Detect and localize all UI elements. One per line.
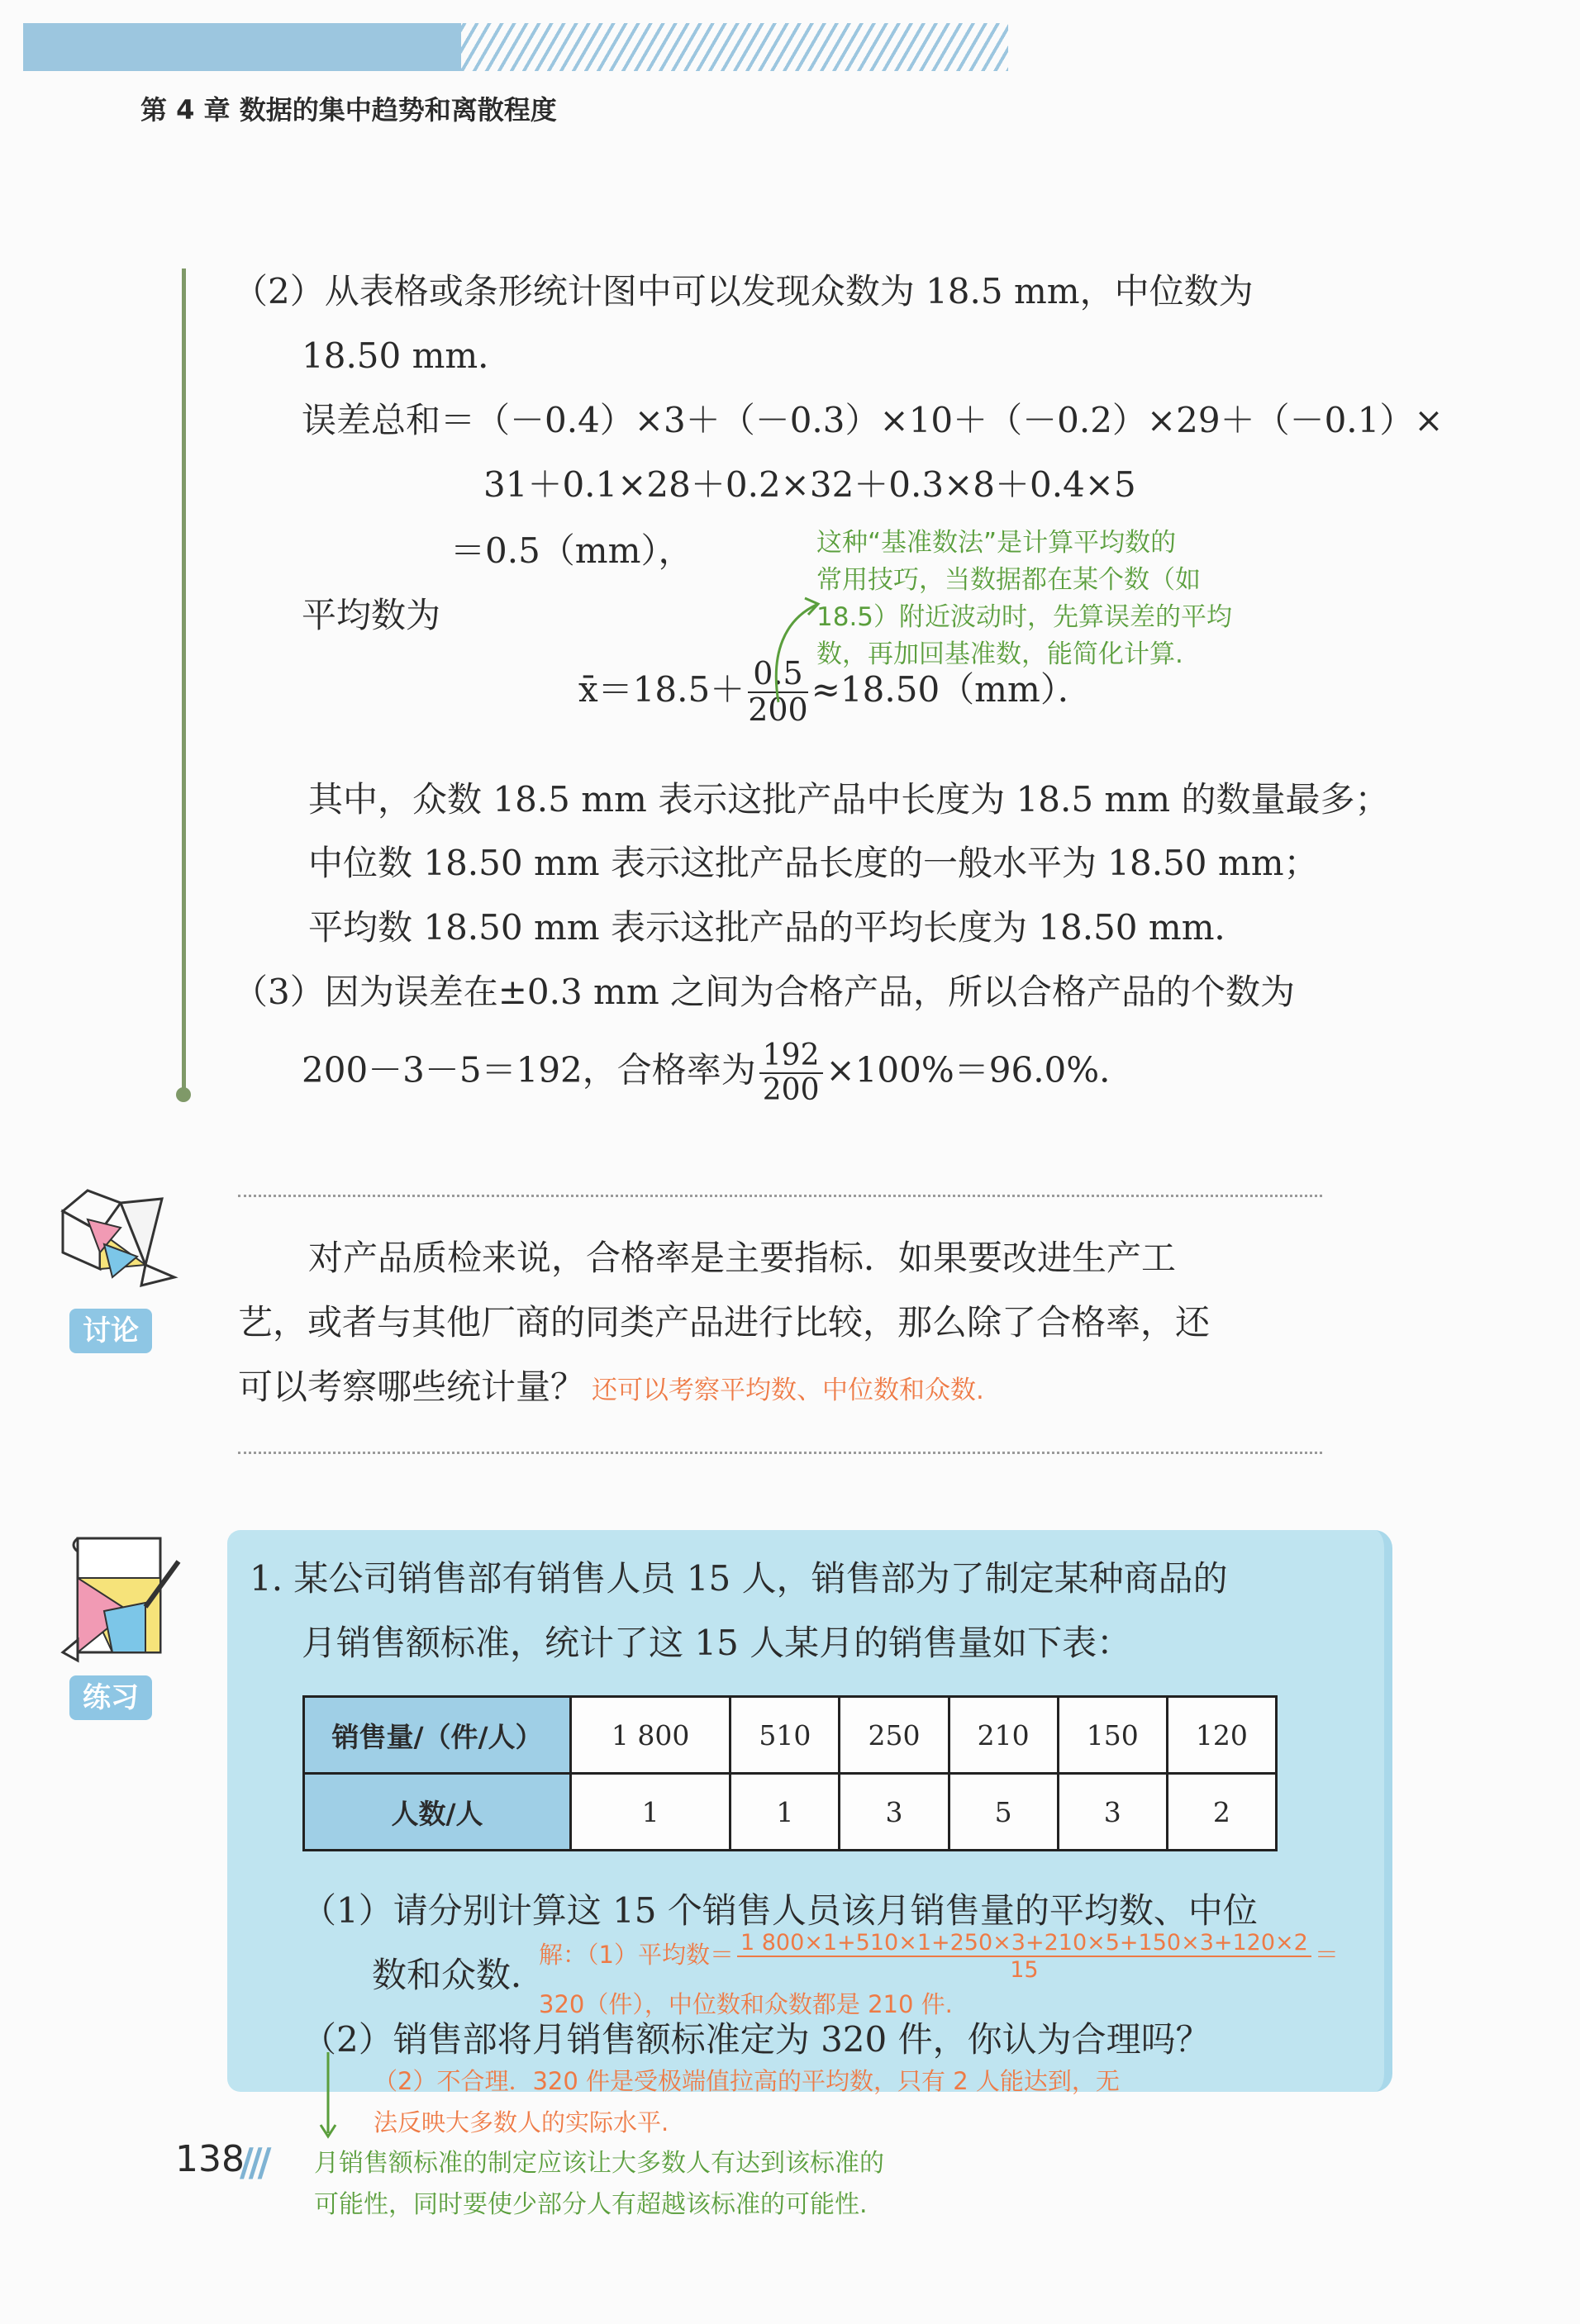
answer1-line1 <box>539 1930 1339 1983</box>
answer1-prefix: 解：（1）平均数＝ <box>539 1941 734 1969</box>
sales-cell: 510 <box>731 1697 840 1774</box>
sales-table <box>302 1695 1278 1851</box>
sales-cell: 120 <box>1167 1697 1276 1774</box>
count-cell: 3 <box>1058 1774 1167 1851</box>
count-table-row <box>304 1774 1277 1851</box>
note-baseline-line3: 18.5）附近波动时，先算误差的平均 <box>816 602 1233 632</box>
answer2-line1: （2）不合理．320 件是受极端值拉高的平均数，只有 2 人能达到，无 <box>374 2067 1120 2095</box>
discussion-question: 可以考察哪些统计量？ <box>238 1366 586 1407</box>
header-hatch-decoration <box>413 23 1008 71</box>
page-number-slashes: /// <box>240 2140 267 2184</box>
tangram-icon <box>55 1186 187 1294</box>
exercise-q1-line2: 月销售额标准，统计了这 15 人某月的销售量如下表： <box>302 1623 1132 1663</box>
sales-cell: 1 800 <box>571 1697 731 1774</box>
discussion-bottom-divider <box>238 1452 1322 1454</box>
count-cell: 1 <box>571 1774 731 1851</box>
solution-margin-line <box>182 269 186 1095</box>
average-formula-prefix: x̄＝18.5＋ <box>578 668 745 710</box>
page-number: 138 <box>175 2138 245 2180</box>
average-formula-suffix: ≈18.50（mm）． <box>811 668 1092 710</box>
meaning-line3: 平均数 18.50 mm 表示这批产品的平均长度为 18.50 mm． <box>308 907 1249 948</box>
sub-question2: （2）销售部将月销售额标准定为 320 件，你认为合理吗？ <box>302 2019 1211 2060</box>
answer2-line2: 法反映大多数人的实际水平. <box>374 2108 669 2136</box>
discussion-line3 <box>238 1368 984 1406</box>
sales-table-row <box>304 1697 1277 1774</box>
answer1-fraction <box>737 1930 1311 1983</box>
part2-line1: （2）从表格或条形统计图中可以发现众数为 18.5 mm，中位数为 <box>233 271 1254 311</box>
pass-rate-numerator: 192 <box>759 1039 823 1074</box>
note-sales-standard-line1: 月销售额标准的制定应该让大多数人有达到该标准的 <box>314 2149 884 2178</box>
chapter-title: 第 4 章 数据的集中趋势和离散程度 <box>140 94 557 126</box>
note-arrow-icon <box>769 587 826 711</box>
answer1-denominator: 15 <box>1010 1957 1039 1983</box>
exercise-tag: 练习 <box>69 1675 152 1720</box>
error-sum-line3: ＝0.5（mm）， <box>450 530 693 571</box>
sales-cell: 210 <box>949 1697 1058 1774</box>
answer1-line2: 320（件），中位数和众数都是 210 件. <box>539 1990 953 2018</box>
average-label: 平均数为 <box>302 595 441 635</box>
count-cell: 1 <box>731 1774 840 1851</box>
discussion-line1: 对产品质检来说，合格率是主要指标．如果要改进生产工 <box>308 1238 1177 1278</box>
note-sales-standard <box>314 2143 884 2226</box>
average-fraction-denominator: 200 <box>748 691 808 728</box>
note-sales-standard-line2: 可能性，同时要使少部分人有超越该标准的可能性. <box>314 2190 868 2219</box>
exercise-q1-line1: 1. 某公司销售部有销售人员 15 人，销售部为了制定某种商品的 <box>250 1558 1228 1599</box>
pass-rate-fraction <box>759 1039 823 1106</box>
meaning-line1: 其中，众数 18.5 mm 表示这批产品中长度为 18.5 mm 的数量最多； <box>308 779 1390 820</box>
sales-header: 销售量/（件/人） <box>304 1697 571 1774</box>
exercise-pencil-icon <box>55 1528 187 1669</box>
answer1-equals: ＝ <box>1314 1941 1339 1969</box>
error-sum-line2: 31＋0.1×28＋0.2×32＋0.3×8＋0.4×5 <box>483 464 1136 505</box>
part3-line1: （3）因为误差在±0.3 mm 之间为合格产品，所以合格产品的个数为 <box>233 972 1296 1012</box>
sales-cell: 250 <box>840 1697 949 1774</box>
note-baseline-line1: 这种“基准数法”是计算平均数的 <box>816 528 1177 558</box>
part2-line2: 18.50 mm． <box>302 335 513 376</box>
discussion-top-divider <box>238 1195 1322 1197</box>
meaning-line2: 中位数 18.50 mm 表示这批产品长度的一般水平为 18.50 mm； <box>308 843 1319 883</box>
sub-question1-line2: 数和众数． <box>372 1955 546 1995</box>
average-fraction-numerator: 0.5 <box>748 657 808 693</box>
solution-margin-dot <box>176 1087 191 1102</box>
note-baseline-method <box>816 525 1232 673</box>
discussion-answer: 还可以考察平均数、中位数和众数. <box>592 1376 984 1405</box>
header-banner <box>23 23 461 71</box>
note-baseline-line4: 数，再加回基准数，能简化计算. <box>816 639 1183 669</box>
sales-cell: 150 <box>1058 1697 1167 1774</box>
pass-rate-denominator: 200 <box>762 1072 820 1107</box>
count-cell: 2 <box>1167 1774 1276 1851</box>
discussion-line2: 艺，或者与其他厂商的同类产品进行比较，那么除了合格率，还 <box>238 1302 1211 1343</box>
pass-rate-line <box>302 1039 1134 1106</box>
note-down-arrow-icon <box>318 2051 338 2141</box>
count-cell: 3 <box>840 1774 949 1851</box>
discussion-tag: 讨论 <box>69 1309 152 1353</box>
error-sum-line1: 误差总和＝（－0.4）×3＋（－0.3）×10＋（－0.2）×29＋（－0.1）× <box>302 400 1444 440</box>
pass-rate-suffix: ×100%＝96.0%． <box>826 1049 1135 1091</box>
note-baseline-line2: 常用技巧，当数据都在某个数（如 <box>816 565 1201 595</box>
count-cell: 5 <box>949 1774 1058 1851</box>
count-header: 人数/人 <box>304 1774 571 1851</box>
pass-rate-prefix: 200－3－5＝192，合格率为 <box>302 1049 756 1091</box>
sub-question1-line1: （1）请分别计算这 15 个销售人员该月销售量的平均数、中位 <box>302 1890 1258 1931</box>
answer1-numerator: 1 800×1+510×1+250×3+210×5+150×3+120×2 <box>737 1930 1311 1957</box>
